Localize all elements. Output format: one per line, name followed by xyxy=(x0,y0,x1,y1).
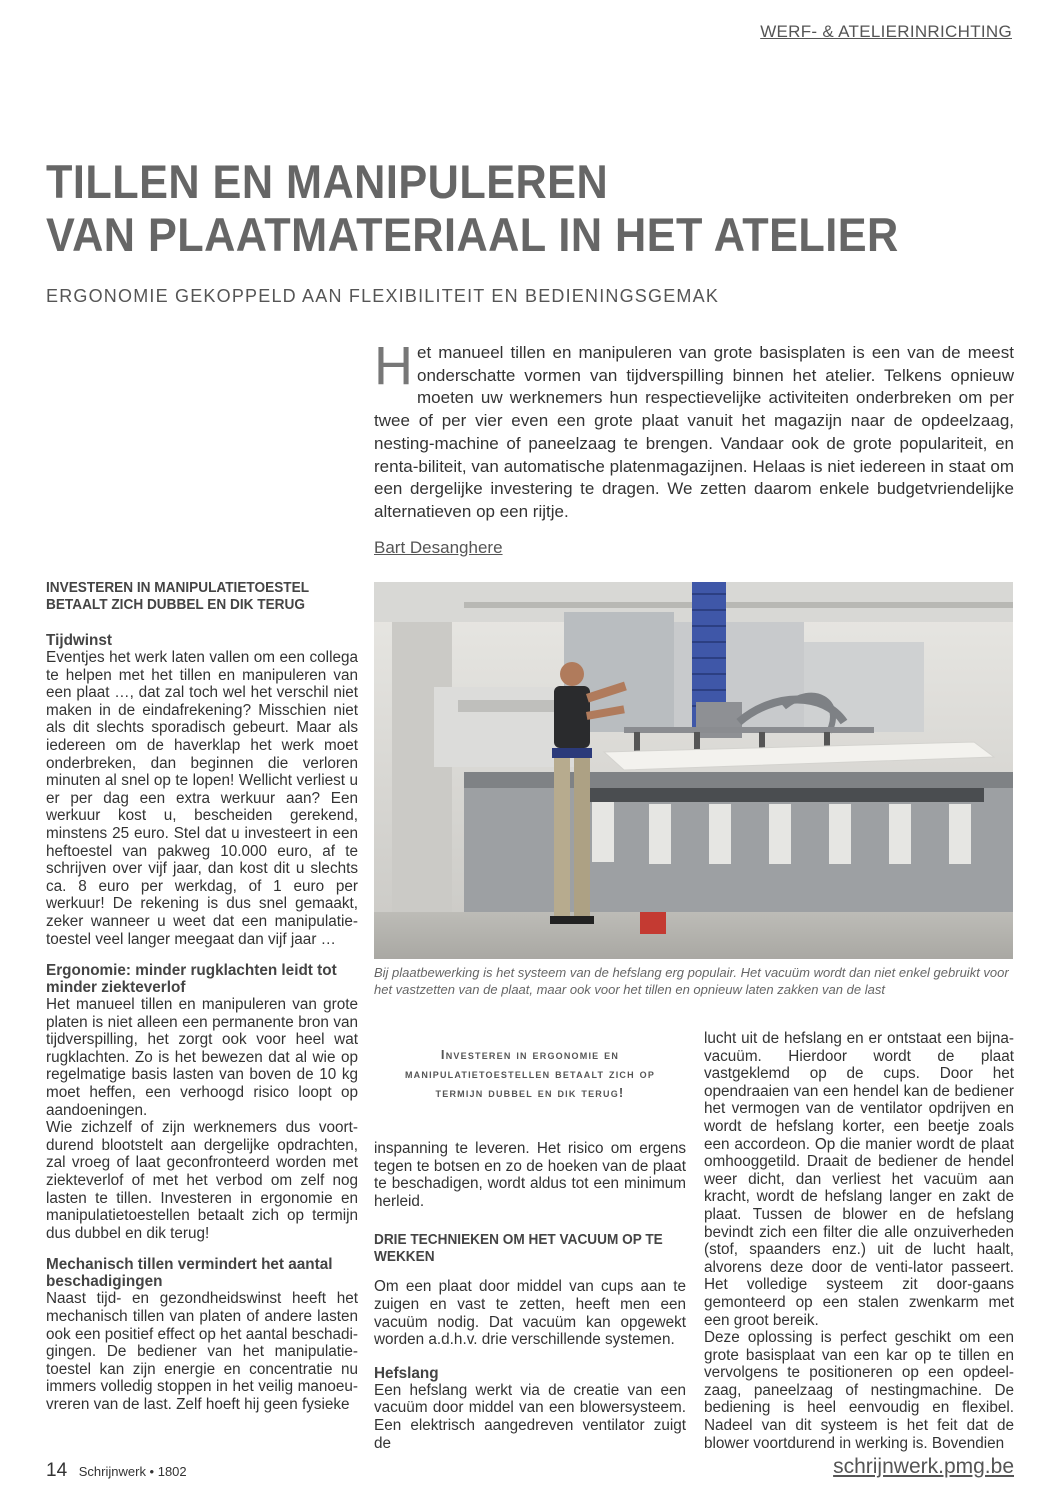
middle-column xyxy=(374,1140,686,1452)
magazine-issue: Schrijnwerk • 1802 xyxy=(78,1464,187,1479)
dropcap: H xyxy=(374,336,413,396)
paragraph: Deze oplossing is perfect geschikt om een grote basisplaat van een kar op te tillen en vervolgens te positioneren op een opdeel-zaag, paneelzaag of nestingmachine. De bediening is heel eenvoudig en flexibel. Nadeel van dit systeem is het feit dat de blower voortdurend in werking is. Bovendien xyxy=(704,1329,1014,1452)
paragraph: Een hefslang werkt via de creatie van een vacuüm door middel van een blowersysteem. Een elektrisch aangedreven ventilator zuigt de xyxy=(374,1381,686,1452)
intro-text: et manueel tillen en manipuleren van grote basisplaten is een van de meest onderschatte vormen van tijdverspilling binnen het atelier. Telkens opnieuw moeten uw werknemers hun respectievelijke activiteiten onderbreken om per twee of per vier even een grote plaat vanuit het magazijn naar de opdeelzaag, nesting-machine of paneelzaag te brengen. Vandaar ook de grote populariteit, en renta-biliteit, van automatische platenmagazijnen. Helaas is niet iedereen in staat om een dergelijke investering te dragen. We zetten daarom enkele budgetvriendelijke alternatieven op een rijtje. xyxy=(374,343,1014,521)
article-intro xyxy=(374,336,1014,524)
photo-caption: Bij plaatbewerking is het systeem van de hefslang erg populair. Het vacuüm wordt dan niet enkel gebruikt voor het vastzetten van de plaat, maar ook voor het tillen en opnieuw laten zakken van de last xyxy=(374,965,1009,997)
paragraph: Het manueel tillen en manipuleren van grote platen is niet alleen een permanente bron van tijdverspilling, het zorgt ook voor heel wat rugklachten. Zo is het bewezen dat al wie op regelmatige basis lasten van boven de 10 kg moet heffen, een verhoogd risico loopt op aandoeningen. xyxy=(46,996,358,1119)
paragraph: Eventjes het werk laten vallen om een collega te helpen met het tillen en manipuleren van een plaat …, dat zal toch wel het verschil niet maken in de eindafrekening? Misschien niet als dit slechts sporadisch gebeurt. Maar als iedereen om de haverklap het werk moet onderbreken, dan beginnen die verloren minuten al snel op te lopen! Wellicht verliest u er per dag een extra werkuur aan? Een werkuur kost u, bescheiden gerekend, minstens 25 euro. Stel dat u investeert in een heftoestel van pakweg 10.000 euro, af te schrijven over vijf jaar, dan kost dit u slechts ca. 8 euro per werkdag, of 1 euro per werkuur! De rekening is dus snel gemaakt, zeker wanneer u weet dat een manipulatie-toestel veel langer meegaat dan vijf jaar … xyxy=(46,649,358,948)
section-label: WERF- & ATELIERINRICHTING xyxy=(760,22,1012,41)
cnc-vacuum-lift-illustration xyxy=(374,582,1013,959)
section-heading: INVESTEREN IN MANIPULATIETOESTEL BETAALT ZICH DUBBEL EN DIK TERUG xyxy=(46,580,309,613)
article-subtitle: ERGONOMIE GEKOPPELD AAN FLEXIBILITEIT EN BEDIENINGSGEMAK xyxy=(46,286,720,306)
left-column xyxy=(46,580,358,1414)
paragraph: lucht uit de hefslang en er ontstaat een bijna-vacuüm. Hierdoor wordt de plaat vastgeklemd op de cups. Door het opendraaien van een hendel kan de bediener het vermogen van de ventilator opdrijven en wordt de hefslang korter, een beetje zoals een accordeon. Op die manier wordt de plaat omhooggetild. Draait de bediener de hendel weer dicht, dan verliest het vacuüm aan kracht, wordt de hefslang langer en zakt de plaat. Tussen de blower en de hefslang bevindt zich een filter die alle onzuiverheden (stof, spaanders enz.) uit de lucht haalt, alvorens deze door de venti-lator passeert. Het volledige systeem zit door-gaans gemonteerd op een stalen zwenkarm met een groot bereik. xyxy=(704,1030,1014,1329)
article-photo xyxy=(374,582,1013,959)
title-line-1: TILLEN EN MANIPULEREN xyxy=(46,155,609,208)
footer-page-info xyxy=(46,1460,187,1482)
pull-quote: Investeren in ergonomie en manipulatietoestellen betaalt zich op termijn dubbel en dik terug! xyxy=(404,1047,656,1100)
section-heading: DRIE TECHNIEKEN OM HET VACUUM OP TE WEKKEN xyxy=(374,1232,663,1266)
paragraph: Om een plaat door middel van cups aan te zuigen en vast te zetten, heeft men een vacuüm nodig. Dat vacuüm kan opgewekt worden a.d.h.v. drie verschillende systemen. xyxy=(374,1278,686,1349)
paragraph: inspanning te leveren. Het risico om ergens tegen te botsen en zo de hoeken van de plaat te beschadigen, wordt aldus tot een minimum herleid. xyxy=(374,1140,686,1210)
author-byline: Bart Desanghere xyxy=(374,538,503,557)
page-number: 14 xyxy=(46,1460,68,1481)
article-title xyxy=(46,155,929,261)
footer-url-link[interactable]: schrijnwerk.pmg.be xyxy=(833,1455,1014,1478)
subheading-mechanisch-tillen: Mechanisch tillen vermindert het aantal beschadigingen xyxy=(46,1256,333,1291)
subheading-ergonomie: Ergonomie: minder rugklachten leidt tot minder ziekteverlof xyxy=(46,962,337,997)
subheading-hefslang: Hefslang xyxy=(374,1364,439,1382)
paragraph: Wie zichzelf of zijn werknemers dus voort-durend blootstelt aan dergelijke opdrachten, zal vroeg of laat geconfronteerd worden met ziekteverlof of met het verbod om zelf nog lasten te tillen. Investeren in ergonomie en manipulatietoestellen betaalt zich op termijn dus dubbel en dik terug! xyxy=(46,1119,358,1242)
title-line-2: VAN PLAATMATERIAAL IN HET ATELIER xyxy=(46,208,899,261)
paragraph: Naast tijd- en gezondheidswinst heeft het mechanisch tillen van platen of andere lasten ook een positief effect op het aantal beschadi-gingen. De bediener van het manipulatie-toestel kan zijn energie en concentratie nu immers volledig stoppen in het veilig manoeu-vreren van de last. Zelf hoeft hij geen fysieke xyxy=(46,1290,358,1413)
subheading-tijdwinst: Tijdwinst xyxy=(46,632,113,649)
right-column xyxy=(704,1030,1014,1452)
